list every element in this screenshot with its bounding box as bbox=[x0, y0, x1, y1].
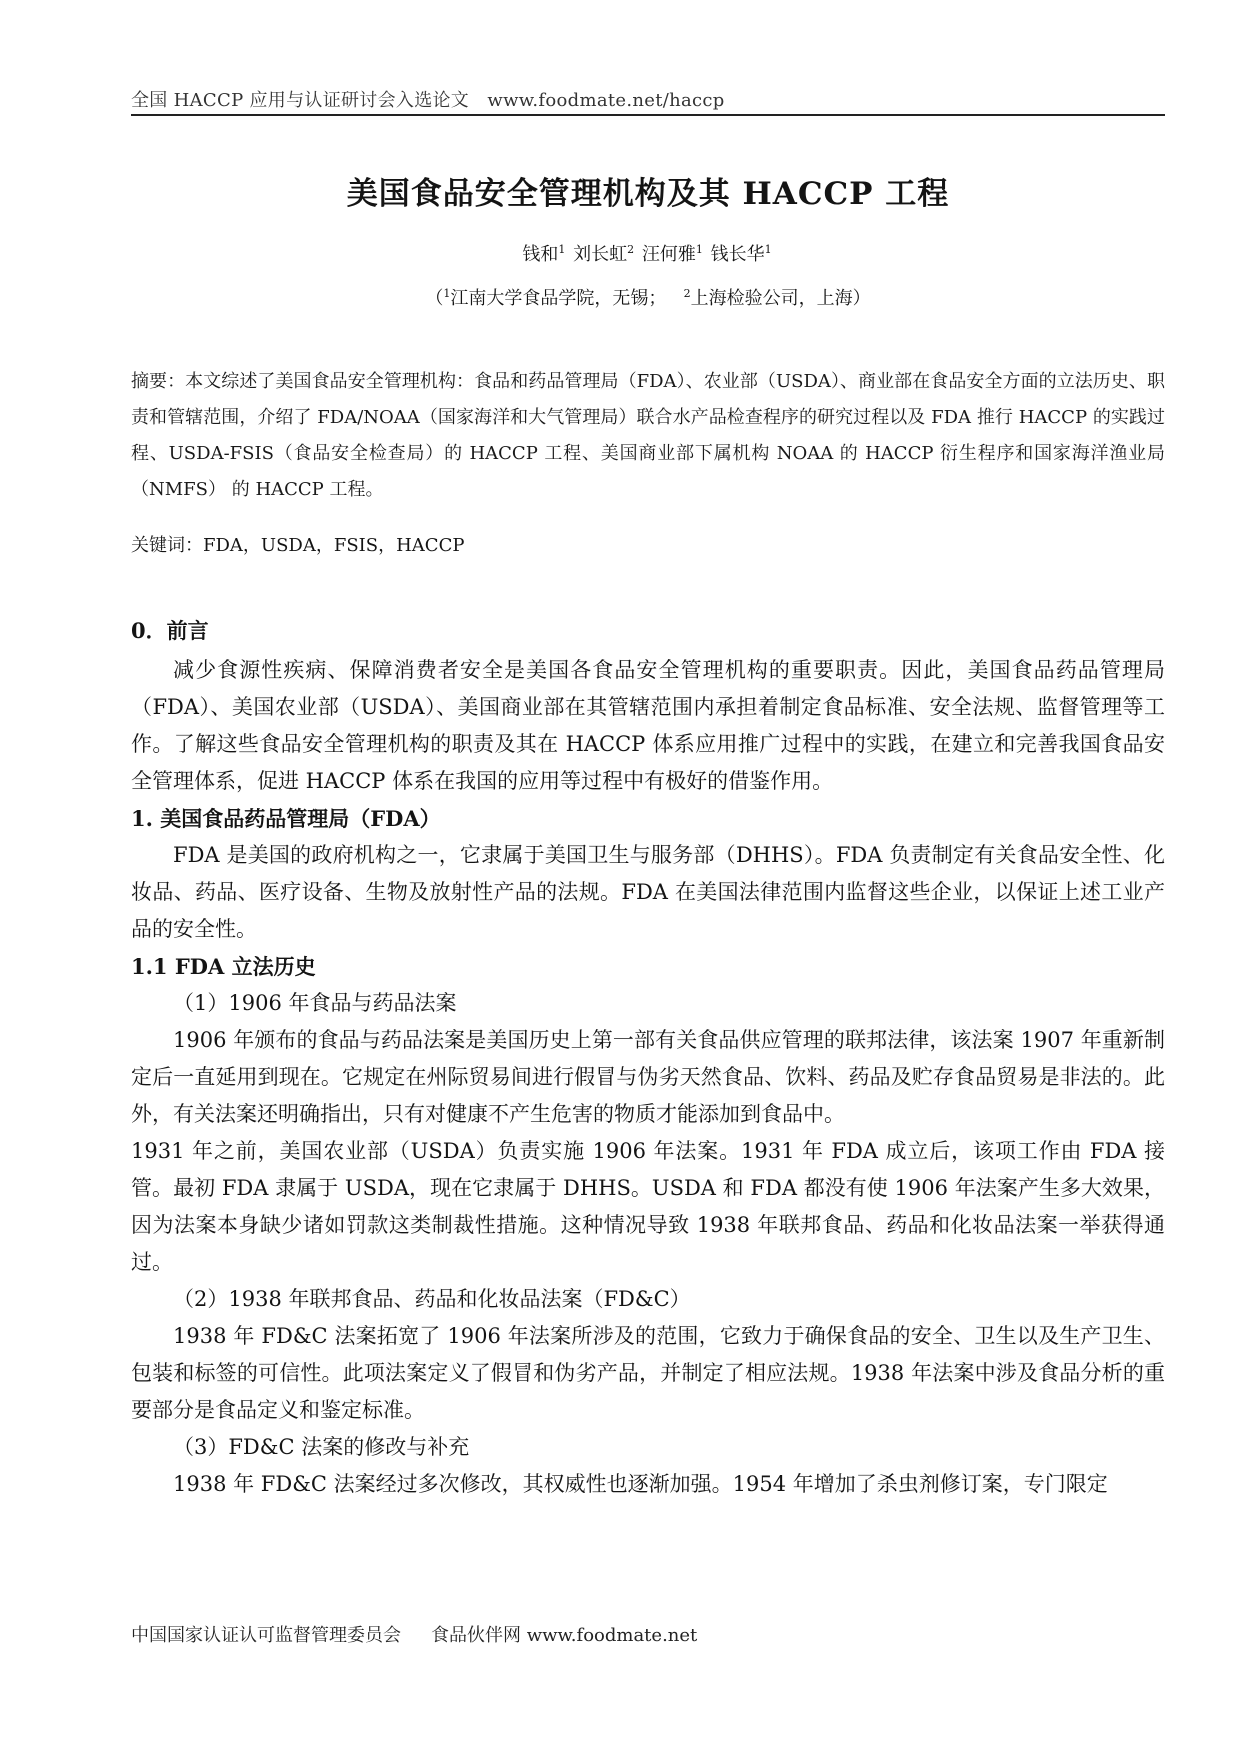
author-list bbox=[131, 240, 1165, 266]
author-affiliation-mark: 2 bbox=[627, 243, 635, 256]
paragraph: 1931 年之前，美国农业部（USDA）负责实施 1906 年法案。1931 年 FDA 成立后，该项工作由 FDA 接管。最初 FDA 隶属于 USDA，现在它隶属于 DHHS。USDA 和 FDA 都没有使 1906 年法案产生多大效果，因为法案本身缺少诸如罚款这类制裁性措施。这种情况导致 1938 年联邦食品、药品和化妆品法案一举获得通过。 bbox=[131, 1139, 1165, 1274]
affiliation-text: 江南大学食品学院，无锡； bbox=[450, 288, 667, 309]
section-heading: 1. 美国食品药品管理局（FDA） bbox=[131, 806, 441, 831]
author-name: 钱和 bbox=[522, 244, 559, 265]
running-header: 全国 HACCP 应用与认证研讨会入选论文 www.foodmate.net/haccp bbox=[131, 90, 725, 111]
subsection-heading: 1.1 FDA 立法历史 bbox=[131, 954, 316, 979]
paragraph: 1938 年 FD&C 法案经过多次修改，其权威性也逐渐加强。1954 年增加了杀虫剂修订案，专门限定 bbox=[173, 1472, 1108, 1496]
page-footer bbox=[131, 1621, 1165, 1647]
author-affiliation-mark: 1 bbox=[764, 243, 772, 256]
abstract: 摘要：本文综述了美国食品安全管理机构：食品和药品管理局（FDA）、农业部（USDA）、商业部在食品安全方面的立法历史、职责和管辖范围，介绍了 FDA/NOAA（国家海洋和大气管理局）联合水产品检查程序的研究过程以及 FDA 推行 HACCP 的实践过程、USDA-FSIS（食品安全检查局）的 HACCP 工程、美国商业部下属机构 NOAA 的 HACCP 衍生程序和国家海洋渔业局（NMFS） 的 HACCP 工程。 bbox=[131, 371, 1165, 500]
footer-left: 中国国家认证认可监督管理委员会 bbox=[131, 1625, 401, 1646]
paragraph: FDA 是美国的政府机构之一，它隶属于美国卫生与服务部（DHHS）。FDA 负责制定有关食品安全性、化妆品、药品、医疗设备、生物及放射性产品的法规。FDA 在美国法律范围内监督这些企业，以保证上述工业产品的安全性。 bbox=[131, 843, 1165, 941]
affiliation-mark: 2 bbox=[683, 287, 691, 300]
paragraph: 1906 年颁布的食品与药品法案是美国历史上第一部有关食品供应管理的联邦法律，该法案 1907 年重新制定后一直延用到现在。它规定在州际贸易间进行假冒与伪劣天然食品、饮料、药品及贮存食品贸易是非法的。此外，有关法案还明确指出，只有对健康不产生危害的物质才能添加到食品中。 bbox=[131, 1028, 1165, 1126]
paragraph: 减少食源性疾病、保障消费者安全是美国各食品安全管理机构的重要职责。因此，美国食品药品管理局（FDA）、美国农业部（USDA）、美国商业部在其管辖范围内承担着制定食品标准、安全法规、监督管理等工作。了解这些食品安全管理机构的职责及其在 HACCP 体系应用推广过程中的实践，在建立和完善我国食品安全管理体系，促进 HACCP 体系在我国的应用等过程中有极好的借鉴作用。 bbox=[131, 658, 1165, 793]
author-name: 刘长虹 bbox=[573, 244, 628, 265]
affiliation-open: （ bbox=[425, 288, 444, 309]
section-heading: 0．前言 bbox=[131, 618, 209, 643]
item-heading: （3）FD&C 法案的修改与补充 bbox=[173, 1435, 470, 1459]
author-name: 钱长华 bbox=[710, 244, 765, 265]
affiliation-mark: 1 bbox=[443, 287, 451, 300]
body-text bbox=[131, 612, 1165, 1503]
affiliation-line bbox=[131, 284, 1165, 310]
header-divider bbox=[131, 114, 1165, 116]
paper-title: 美国食品安全管理机构及其 HACCP 工程 bbox=[346, 176, 950, 212]
item-heading: （1）1906 年食品与药品法案 bbox=[173, 991, 457, 1015]
author-name: 汪何雅 bbox=[641, 244, 696, 265]
author-affiliation-mark: 1 bbox=[695, 243, 703, 256]
keywords: 关键词：FDA，USDA，FSIS，HACCP bbox=[131, 535, 465, 556]
item-heading: （2）1938 年联邦食品、药品和化妆品法案（FD&C） bbox=[173, 1287, 691, 1311]
paragraph: 1938 年 FD&C 法案拓宽了 1906 年法案所涉及的范围，它致力于确保食品的安全、卫生以及生产卫生、包装和标签的可信性。此项法案定义了假冒和伪劣产品，并制定了相应法规。1938 年法案中涉及食品分析的重要部分是食品定义和鉴定标准。 bbox=[131, 1324, 1165, 1422]
author-affiliation-mark: 1 bbox=[558, 243, 566, 256]
affiliation-text: 上海检验公司，上海） bbox=[690, 288, 871, 309]
footer-right: 食品伙伴网 www.foodmate.net bbox=[431, 1625, 698, 1646]
